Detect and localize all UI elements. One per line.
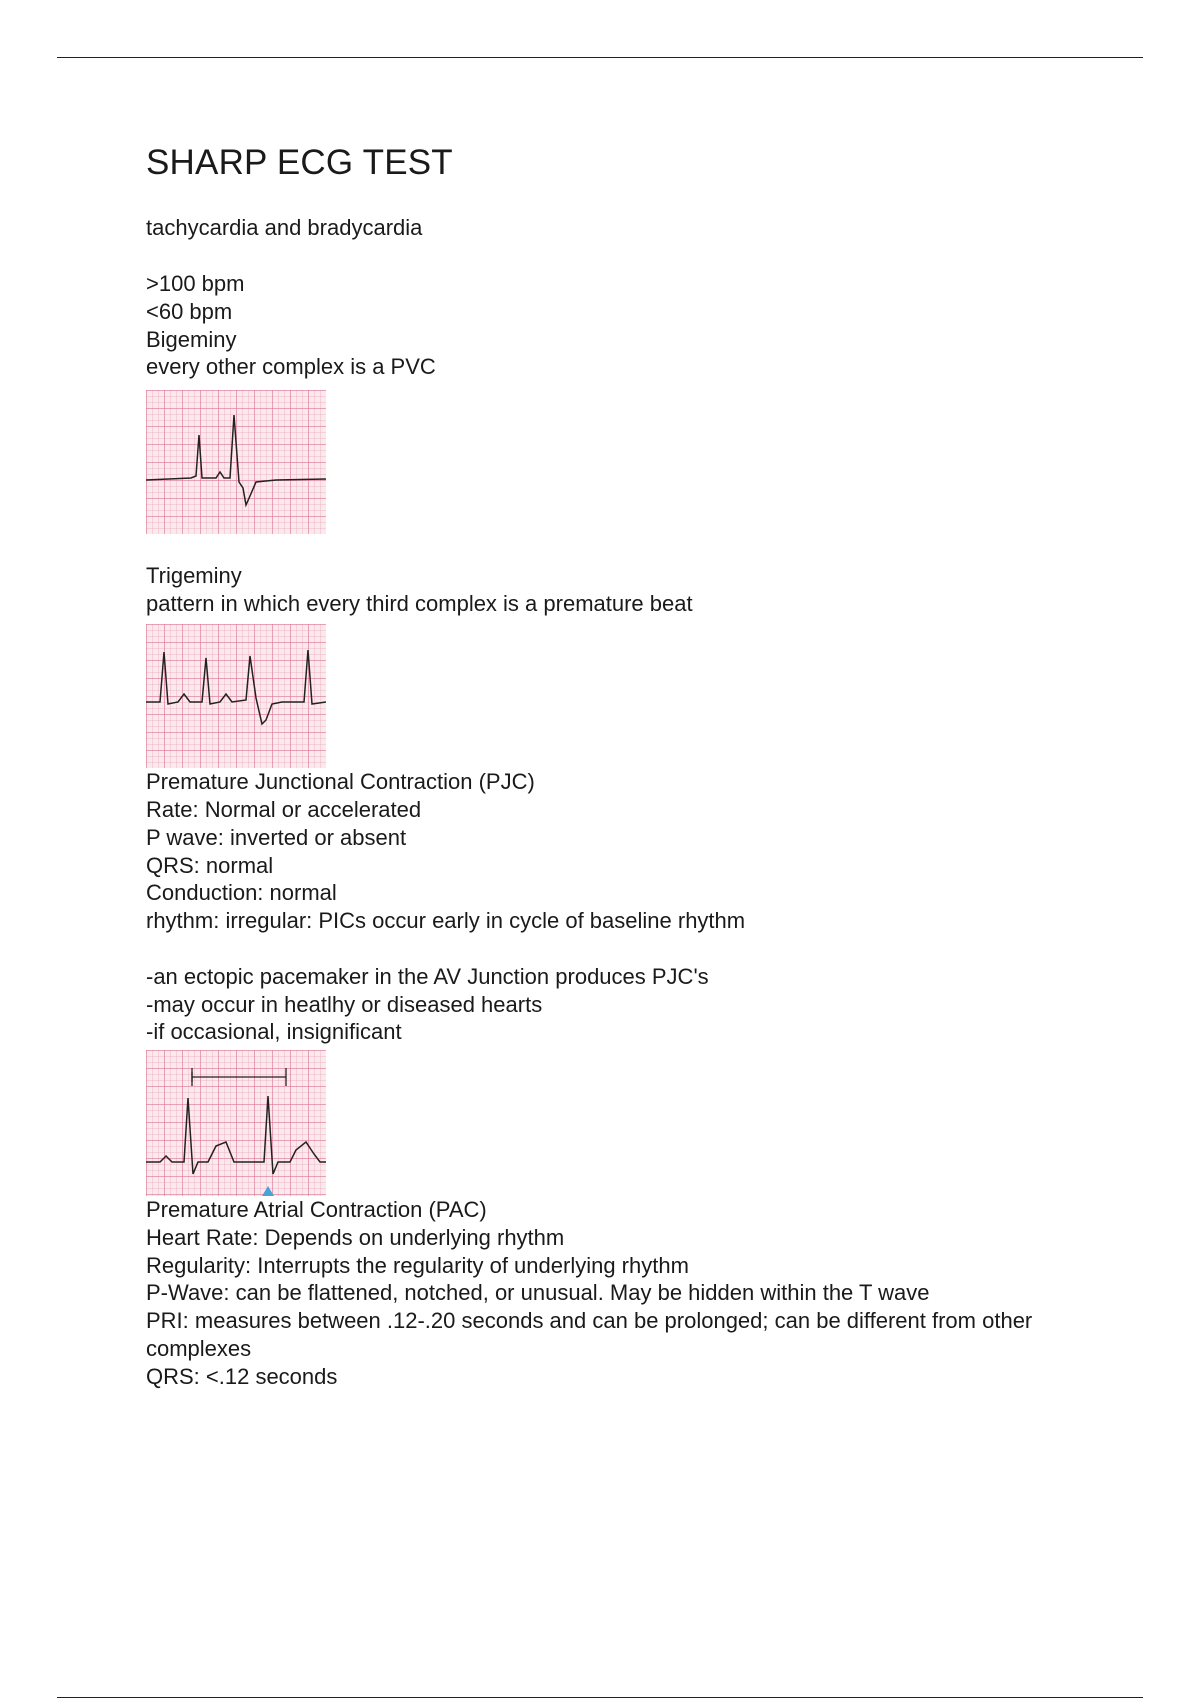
pjc-note-ectopic: -an ectopic pacemaker in the AV Junction produces PJC's <box>146 964 709 989</box>
pjc-note-occasional: -if occasional, insignificant <box>146 1019 402 1044</box>
page-title: SHARP ECG TEST <box>146 143 453 182</box>
ecg-strip-trigeminy <box>146 624 326 768</box>
ecg-strip-bigeminy <box>146 390 326 534</box>
pjc-conduction: Conduction: normal <box>146 880 337 905</box>
ecg-strip-pjc <box>146 1050 326 1196</box>
ecg-trace-pjc <box>146 1050 326 1196</box>
ecg-trace-bigeminy <box>146 390 326 534</box>
question-bigeminy: Bigeminy <box>146 327 237 352</box>
top-rule <box>57 57 1143 58</box>
answer-tachycardia: >100 bpm <box>146 271 245 296</box>
pjc-rhythm: rhythm: irregular: PICs occur early in cycle of baseline rhythm <box>146 908 746 933</box>
pac-qrs: QRS: <.12 seconds <box>146 1364 338 1389</box>
answer-bradycardia: <60 bpm <box>146 299 233 324</box>
pac-pri: PRI: measures between .12-.20 seconds and can be prolonged; can be different from other complexes <box>146 1308 1033 1361</box>
answer-bigeminy: every other complex is a PVC <box>146 354 436 379</box>
bottom-rule <box>57 1697 1143 1698</box>
question-pjc: Premature Junctional Contraction (PJC) <box>146 769 535 794</box>
ecg-trace-trigeminy <box>146 624 326 768</box>
answer-trigeminy: pattern in which every third complex is a premature beat <box>146 591 693 616</box>
pjc-p-wave: P wave: inverted or absent <box>146 825 407 850</box>
question-tachy-brady: tachycardia and bradycardia <box>146 215 423 240</box>
question-trigeminy: Trigeminy <box>146 563 242 588</box>
pjc-note-hearts: -may occur in heatlhy or diseased hearts <box>146 992 543 1017</box>
pjc-rate: Rate: Normal or accelerated <box>146 797 422 822</box>
pac-regularity: Regularity: Interrupts the regularity of underlying rhythm <box>146 1253 689 1278</box>
pjc-qrs: QRS: normal <box>146 853 274 878</box>
question-pac: Premature Atrial Contraction (PAC) <box>146 1197 487 1222</box>
pac-p-wave: P-Wave: can be flattened, notched, or unusual. May be hidden within the T wave <box>146 1280 930 1305</box>
pac-heart-rate: Heart Rate: Depends on underlying rhythm <box>146 1225 565 1250</box>
